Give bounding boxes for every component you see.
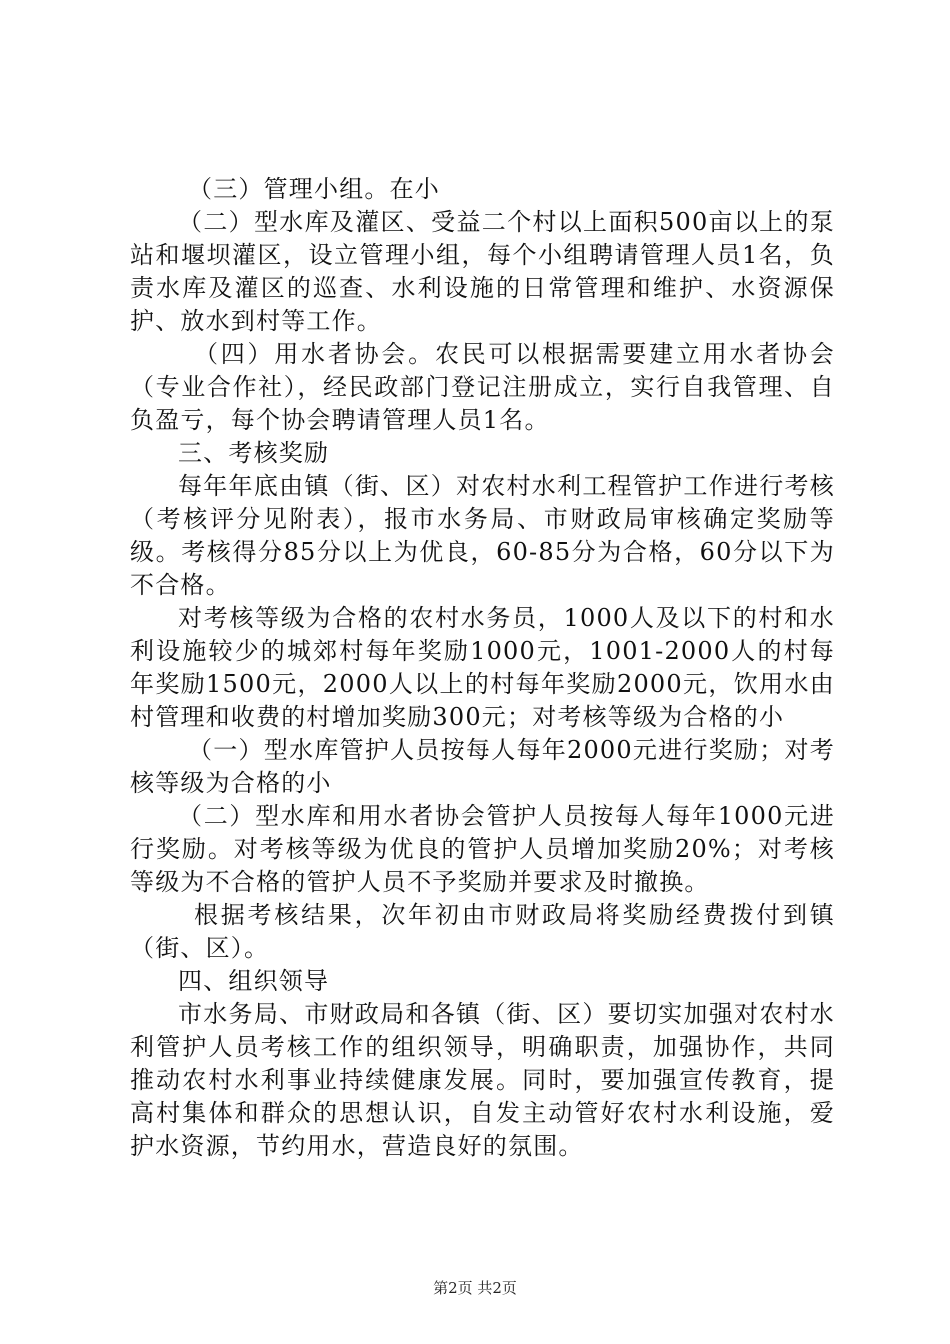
paragraph-reservoir-type2-reward: （二）型水库和用水者协会管护人员按每人每年1000元进行奖励。对考核等级为优良的管护人员增加奖励20%；对考核等级为不合格的管护人员不予奖励并要求及时撤换。 bbox=[130, 802, 835, 896]
page-footer: 第2页 共2页 bbox=[433, 1279, 517, 1297]
heading-assessment-rewards: 三、考核奖励 bbox=[178, 439, 330, 467]
paragraph-annual-assessment: 每年年底由镇（街、区）对农村水利工程管护工作进行考核（考核评分见附表），报市水务局、市财政局审核确定奖励等级。考核得分85分以上为优良，60-85分为合格，60分以下为不合格。 bbox=[130, 472, 835, 599]
paragraph-reward-amounts: 对考核等级为合格的农村水务员，1000人及以下的村和水利设施较少的城郊村每年奖励1000元，1001-2000人的村每年奖励1500元，2000人以上的村每年奖励2000元，饮用水由村管理和收费的村增加奖励300元；对考核等级为合格的小 bbox=[130, 604, 835, 731]
document-body bbox=[130, 173, 835, 1163]
paragraph-leadership-details: 市水务局、市财政局和各镇（街、区）要切实加强对农村水利管护人员考核工作的组织领导，明确职责，加强协作，共同推动农村水利事业持续健康发展。同时，要加强宣传教育，提高村集体和群众的思想认识，自发主动管好农村水利设施，爱护水资源，节约用水，营造良好的氛围。 bbox=[130, 1000, 835, 1160]
paragraph-pump-station-groups: （二）型水库及灌区、受益二个村以上面积500亩以上的泵站和堰坝灌区，设立管理小组，每个小组聘请管理人员1名，负责水库及灌区的巡查、水利设施的日常管理和维护、水资源保护、放水到村等工作。 bbox=[130, 208, 835, 335]
paragraph-reservoir-type1-reward: （一）型水库管护人员按每人每年2000元进行奖励；对考核等级为合格的小 bbox=[130, 736, 835, 797]
paragraph-management-group: （三）管理小组。在小 bbox=[188, 175, 440, 203]
heading-organization-leadership: 四、组织领导 bbox=[178, 967, 330, 995]
paragraph-fund-disbursement: 根据考核结果，次年初由市财政局将奖励经费拨付到镇（街、区）。 bbox=[130, 901, 835, 962]
paragraph-water-users-association: （四）用水者协会。农民可以根据需要建立用水者协会（专业合作社），经民政部门登记注册成立，实行自我管理、自负盈亏，每个协会聘请管理人员1名。 bbox=[130, 340, 835, 434]
